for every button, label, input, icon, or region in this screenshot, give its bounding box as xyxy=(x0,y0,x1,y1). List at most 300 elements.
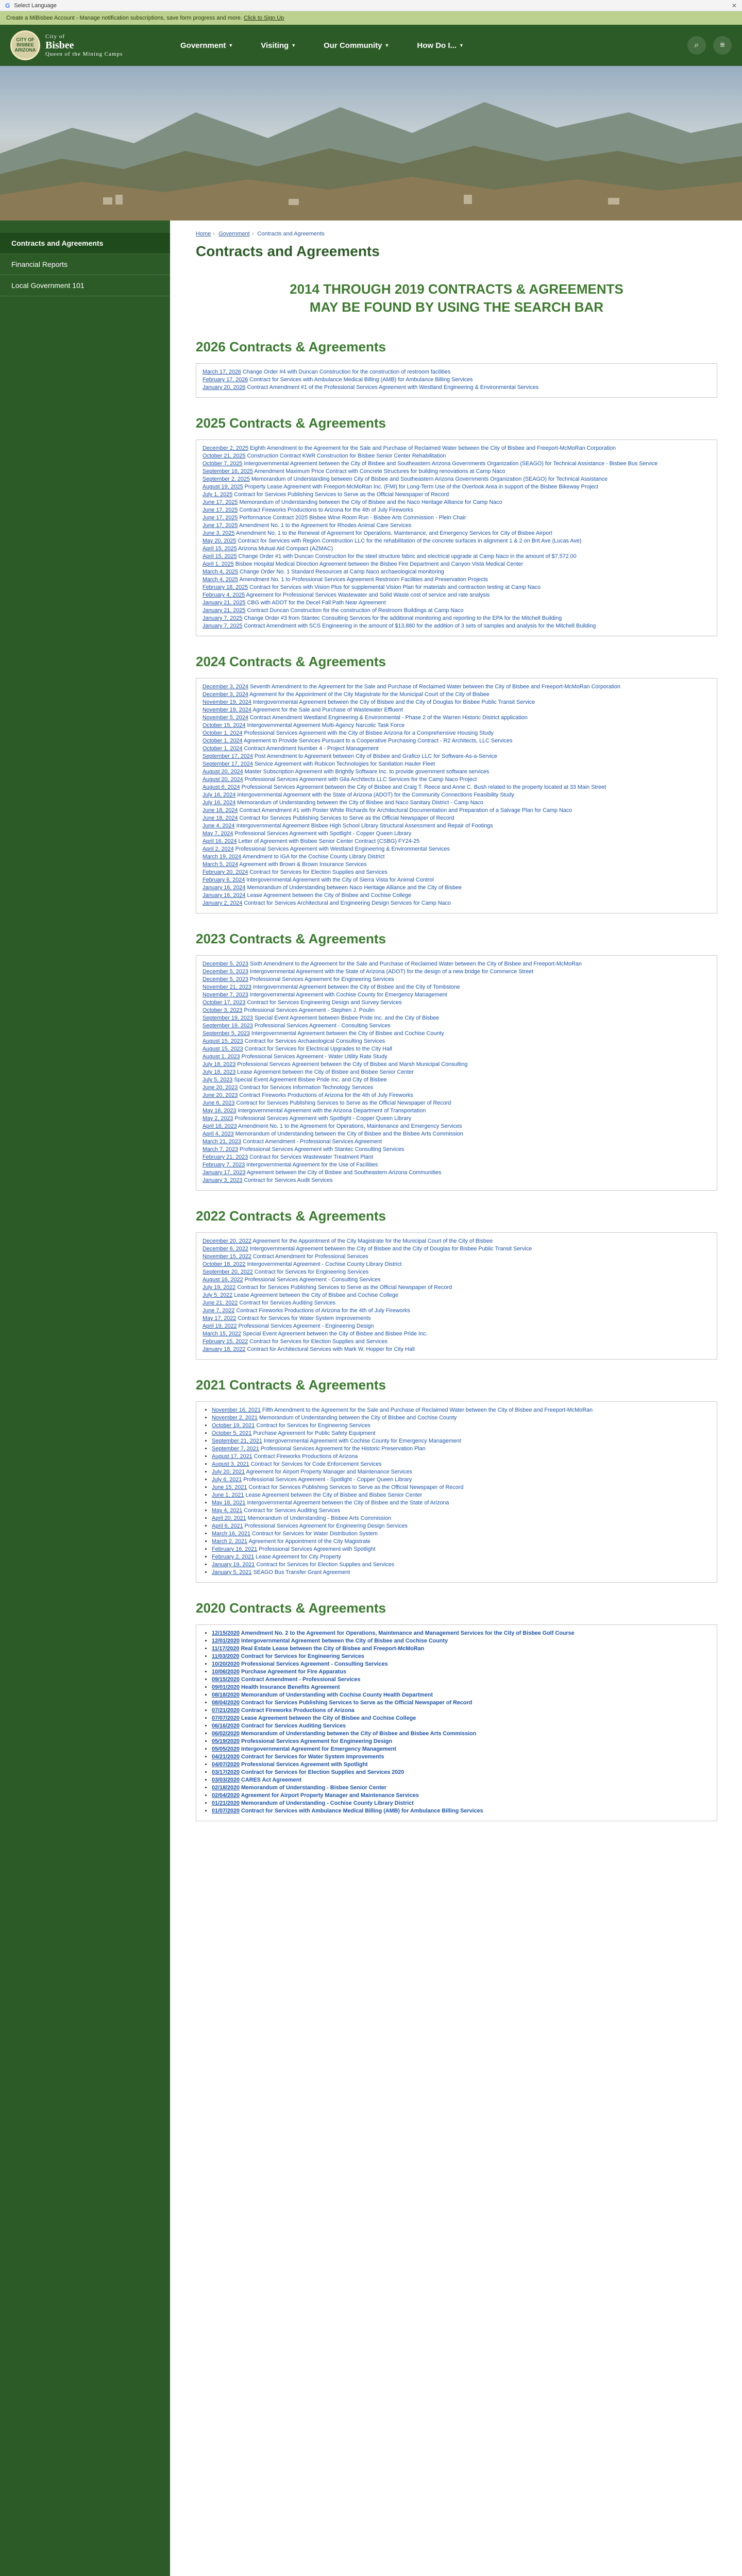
contract-date-link[interactable]: 03/03/2020 xyxy=(212,1777,240,1784)
contract-description: Intergovernmental Agreement between the City of Bisbee and Cochise County xyxy=(251,1030,444,1037)
contract-date-link[interactable]: February 4, 2025 xyxy=(203,592,245,599)
list-item xyxy=(212,1707,711,1715)
contract-date-link[interactable]: June 20, 2023 xyxy=(203,1092,238,1099)
contract-date-link[interactable]: January 16, 2024 xyxy=(203,892,246,899)
contract-date-link[interactable]: April 4, 2023 xyxy=(203,1131,234,1138)
sidebar-item-financial-reports[interactable]: Financial Reports xyxy=(0,254,170,275)
contract-date-link[interactable]: May 4, 2021 xyxy=(212,1507,243,1514)
contract-date-link[interactable]: September 5, 2023 xyxy=(203,1030,250,1037)
contract-description: Contract for Services Audit Services xyxy=(244,1177,333,1184)
list-item xyxy=(212,1531,711,1538)
contract-date-link[interactable]: March 7, 2023 xyxy=(203,1146,239,1153)
contract-date-link[interactable]: July 20, 2021 xyxy=(212,1469,245,1476)
list-item xyxy=(212,1638,711,1645)
contract-date-link[interactable]: July 5, 2022 xyxy=(203,1292,233,1299)
contract-description: Purchase Agreement for Fire Apparatus xyxy=(241,1669,346,1675)
contract-date-link[interactable]: October 1, 2024 xyxy=(203,738,243,744)
contract-date-link[interactable]: June 17, 2025 xyxy=(203,522,238,529)
contract-description: Agreement for the Appointment of the City Magistrate for the Municipal Court of the City of Bisbee xyxy=(249,691,490,698)
alert-signup-link[interactable]: Click to Sign Up xyxy=(244,15,284,21)
contract-date-link[interactable]: March 21, 2023 xyxy=(203,1139,242,1145)
contract-description: Professional Services Agreement with Spotlight - Copper Queen Library xyxy=(234,831,412,837)
list-item xyxy=(203,615,711,622)
contract-date-link[interactable]: October 3, 2023 xyxy=(203,1007,243,1014)
contract-date-link[interactable]: June 20, 2023 xyxy=(203,1084,238,1091)
contract-date-link[interactable]: November 7, 2023 xyxy=(203,992,248,998)
year-heading: 2021 Contracts & Agreements xyxy=(196,1377,386,1393)
contract-date-link[interactable]: April 15, 2025 xyxy=(203,553,237,560)
contract-description: Amendment to IGA for the Cochise County Library District xyxy=(242,854,385,860)
contract-description: Professional Services Agreement with Spotlight - Copper Queen Library xyxy=(234,1115,412,1122)
contract-date-link[interactable]: February 6, 2024 xyxy=(203,877,245,884)
contract-date-link[interactable]: November 19, 2024 xyxy=(203,707,251,714)
contract-description: Intergovernmental Agreement with the City of Sierra Vista for Animal Control xyxy=(246,877,434,884)
contract-description: Lease Agreement between the City of Bisbee and Cochise College xyxy=(234,1292,398,1299)
contract-description: Contract for Services Architectural and Engineering Design Services for Camp Naco xyxy=(244,900,451,907)
translate-select[interactable]: Select Language xyxy=(14,2,57,9)
list-item xyxy=(203,846,711,853)
menu-icon[interactable]: ≡ xyxy=(713,36,732,55)
list-item xyxy=(212,1422,711,1430)
contract-date-link[interactable]: November 16, 2021 xyxy=(212,1407,261,1414)
contract-date-link[interactable]: August 16, 2022 xyxy=(203,1277,243,1283)
list-item xyxy=(203,1300,711,1307)
contract-description: Contract for Services for Engineering Services xyxy=(256,1422,370,1429)
search-icon[interactable]: ⌕ xyxy=(687,36,706,55)
contract-date-link[interactable]: June 18, 2024 xyxy=(203,815,238,822)
contract-date-link[interactable]: March 5, 2024 xyxy=(203,861,239,868)
contract-date-link[interactable]: September 7, 2021 xyxy=(212,1446,259,1452)
contract-description: Amendment Maximum Price Contract with Concrete Structures for building renovations at Camp Naco xyxy=(254,468,505,475)
breadcrumb-home[interactable]: Home xyxy=(196,231,211,237)
contract-date-link[interactable]: October 21, 2025 xyxy=(203,453,246,460)
contract-date-link[interactable]: January 20, 2026 xyxy=(203,384,246,391)
contract-description: Intergovernmental Agreement for Emergency Management xyxy=(241,1746,396,1753)
contract-date-link[interactable]: July 18, 2023 xyxy=(203,1069,236,1076)
contract-description: Post Amendment to Agreement between City of Bisbee and Grafico LLC for Software-As-a-Service xyxy=(254,753,497,760)
contract-date-link[interactable]: August 15, 2023 xyxy=(203,1038,243,1045)
contract-description: Change Order #4 with Duncan Construction for the construction of restroom facilities xyxy=(243,369,451,376)
list-item xyxy=(203,499,711,506)
list-item xyxy=(203,453,711,460)
contract-description: Sixth Amendment to the Agreement for the Sale and Purchase of Reclaimed Water between the City of Bisbee and Freeport-McMoRan xyxy=(249,961,582,968)
list-item xyxy=(212,1669,711,1676)
contract-date-link[interactable]: April 1, 2025 xyxy=(203,561,234,568)
contract-date-link[interactable]: September 20, 2022 xyxy=(203,1269,253,1276)
contract-date-link[interactable]: 09/15/2020 xyxy=(212,1676,240,1683)
list-item xyxy=(212,1754,711,1761)
contract-date-link[interactable]: 10/20/2020 xyxy=(212,1661,240,1668)
contract-date-link[interactable]: July 1, 2025 xyxy=(203,492,233,498)
contract-description: Contract for Services Publishing Services to Serve as the Official Newspaper of Record xyxy=(236,1100,451,1107)
list-item xyxy=(203,584,711,591)
contract-list xyxy=(196,678,717,913)
sidebar-item-local-government[interactable]: Local Government 101 xyxy=(0,275,170,296)
list-item xyxy=(203,369,711,376)
site-logo[interactable] xyxy=(10,30,144,60)
list-item xyxy=(203,1139,711,1146)
list-item xyxy=(203,1323,711,1330)
contract-date-link[interactable]: December 2, 2025 xyxy=(203,445,248,452)
contract-date-link[interactable]: February 20, 2024 xyxy=(203,869,248,876)
contract-date-link[interactable]: 11/03/2020 xyxy=(212,1653,240,1660)
list-item xyxy=(203,623,711,630)
list-item xyxy=(212,1554,711,1561)
contract-date-link[interactable]: January 5, 2021 xyxy=(212,1569,252,1576)
list-item xyxy=(203,577,711,584)
contract-date-link[interactable]: August 6, 2024 xyxy=(203,784,240,791)
contract-date-link[interactable]: October 1, 2024 xyxy=(203,745,243,752)
list-item xyxy=(203,961,711,968)
contract-date-link[interactable]: March 2, 2021 xyxy=(212,1538,248,1545)
contract-date-link[interactable]: April 2, 2024 xyxy=(203,846,234,853)
list-item xyxy=(203,854,711,861)
contract-description: Contract Amendment - Professional Services Agreement xyxy=(243,1139,382,1145)
list-item xyxy=(212,1731,711,1738)
list-item xyxy=(203,530,711,537)
contract-description: Contract Fireworks Productions of Arizona xyxy=(254,1453,358,1460)
contract-date-link[interactable]: February 18, 2025 xyxy=(203,584,248,591)
list-item xyxy=(203,1346,711,1353)
contract-date-link[interactable]: February 7, 2023 xyxy=(203,1162,245,1168)
contract-date-link[interactable]: July 19, 2022 xyxy=(203,1284,236,1291)
contract-date-link[interactable]: August 1, 2023 xyxy=(203,1054,240,1060)
contract-date-link[interactable]: October 15, 2024 xyxy=(203,722,246,729)
contract-list xyxy=(196,1401,717,1583)
contract-date-link[interactable]: May 16, 2023 xyxy=(203,1108,237,1114)
breadcrumb-government[interactable]: Government xyxy=(218,231,250,237)
chevron-down-icon: ▼ xyxy=(459,43,464,48)
list-item xyxy=(203,1261,711,1268)
contract-date-link[interactable]: 08/18/2020 xyxy=(212,1692,240,1699)
contract-date-link[interactable]: June 17, 2025 xyxy=(203,515,238,521)
list-item xyxy=(212,1484,711,1492)
contract-date-link[interactable]: 05/05/2020 xyxy=(212,1746,240,1753)
contract-date-link[interactable]: April 20, 2021 xyxy=(212,1515,246,1522)
contract-description: Intergovernmental Agreement between the City of Bisbee and Southeastern Arizona Governments Organization (SEAGO) for Technical Assistance - Bisbee Bus Service xyxy=(244,461,658,467)
contract-date-link[interactable]: April 16, 2024 xyxy=(203,838,237,845)
contract-date-link[interactable]: 04/07/2020 xyxy=(212,1761,240,1768)
list-item xyxy=(212,1469,711,1476)
list-item xyxy=(212,1661,711,1668)
list-item xyxy=(203,561,711,568)
contract-date-link[interactable]: September 19, 2023 xyxy=(203,1015,253,1022)
contract-date-link[interactable]: August 17, 2021 xyxy=(212,1453,252,1460)
list-item xyxy=(203,823,711,830)
contract-description: Intergovernmental Agreement between the City of Bisbee and the City of Douglas for Bisbee Public Transit Service xyxy=(249,1246,532,1252)
contract-date-link[interactable]: June 17, 2025 xyxy=(203,507,238,514)
list-item xyxy=(203,807,711,815)
contract-date-link[interactable]: June 6, 2023 xyxy=(203,1100,235,1107)
contract-date-link[interactable]: 10/06/2020 xyxy=(212,1669,240,1675)
main-content xyxy=(170,221,742,2576)
contract-date-link[interactable]: May 17, 2022 xyxy=(203,1315,237,1322)
contract-description: Agreement for the Sale and Purchase of Wastewater Effluent xyxy=(252,707,403,714)
contract-list xyxy=(196,955,717,1191)
contract-description: Lease Agreement between the City of Bisbee and Cochise College xyxy=(247,892,412,899)
contract-date-link[interactable]: January 21, 2025 xyxy=(203,607,246,614)
contract-date-link[interactable]: October 7, 2025 xyxy=(203,461,243,467)
contract-description: Bisbee Hospital Medical Direction Agreement between the Bisbee Fire Department and Canyon Vista Medical Center xyxy=(235,561,524,568)
contract-date-link[interactable]: January 7, 2025 xyxy=(203,615,243,622)
nav-government[interactable]: Government ▼ xyxy=(180,41,233,50)
contract-date-link[interactable]: October 19, 2021 xyxy=(212,1422,255,1429)
contract-date-link[interactable]: August 20, 2024 xyxy=(203,776,243,783)
main-nav xyxy=(180,41,464,50)
list-item xyxy=(203,1061,711,1069)
list-item xyxy=(203,745,711,753)
contract-description: Change Order #1 with Duncan Construction for the steel structure fabric and electrical upgrade at Camp Naco in the amount of $7,572.00 xyxy=(238,553,577,560)
contract-description: Professional Services Agreement - Engineering Design xyxy=(238,1323,374,1330)
nav-how-do-i[interactable]: How Do I... ▼ xyxy=(417,41,464,50)
contract-date-link[interactable]: December 5, 2023 xyxy=(203,976,248,983)
contract-date-link[interactable]: August 19, 2025 xyxy=(203,484,243,490)
contract-description: Professional Services Agreement for Engineering Design Services xyxy=(244,1523,408,1530)
contract-date-link[interactable]: April 15, 2025 xyxy=(203,546,237,552)
contract-description: Agreement for Airport Property Manager and Maintenance Services xyxy=(246,1469,412,1476)
contract-date-link[interactable]: June 18, 2024 xyxy=(203,807,238,814)
contract-date-link[interactable]: July 6, 2021 xyxy=(212,1477,242,1483)
contract-description: Contract for Architectural Services with Mark W. Hopper for City Hall xyxy=(247,1346,415,1353)
contract-list xyxy=(196,439,717,636)
list-item xyxy=(203,553,711,561)
contract-date-link[interactable]: 08/04/2020 xyxy=(212,1700,240,1706)
contract-date-link[interactable]: 04/21/2020 xyxy=(212,1754,240,1760)
sidebar-item-contracts[interactable]: Contracts and Agreements xyxy=(0,233,170,254)
list-item xyxy=(203,468,711,476)
close-icon[interactable]: ✕ xyxy=(731,2,737,9)
list-item xyxy=(203,1100,711,1107)
contract-date-link[interactable]: March 19, 2024 xyxy=(203,854,242,860)
contract-date-link[interactable]: 01/21/2020 xyxy=(212,1800,240,1807)
contract-date-link[interactable]: February 17, 2026 xyxy=(203,377,248,383)
contract-date-link[interactable]: November 2, 2021 xyxy=(212,1415,258,1421)
contract-date-link[interactable]: January 3, 2023 xyxy=(203,1177,243,1184)
contract-date-link[interactable]: April 18, 2023 xyxy=(203,1123,237,1130)
contract-description: Contract for Services Publishing Services to Serve as the Official Newspaper of Record xyxy=(239,815,454,822)
contract-date-link[interactable]: March 15, 2022 xyxy=(203,1331,242,1337)
contract-description: Special Event Agreement Bisbee Pride Inc. and City of Bisbee xyxy=(234,1077,387,1083)
list-item xyxy=(203,484,711,491)
contract-date-link[interactable]: December 6, 2022 xyxy=(203,1246,248,1252)
contract-date-link[interactable]: February 16, 2021 xyxy=(212,1546,258,1553)
contract-date-link[interactable]: 11/17/2020 xyxy=(212,1646,240,1652)
contract-date-link[interactable]: May 2, 2023 xyxy=(203,1115,233,1122)
list-item xyxy=(203,1115,711,1123)
list-item xyxy=(212,1785,711,1792)
list-item xyxy=(212,1569,711,1577)
contract-date-link[interactable]: 12/01/2020 xyxy=(212,1638,240,1645)
contract-description: Contract for Services for Election Supplies and Services xyxy=(249,1338,387,1345)
contract-date-link[interactable]: March 17, 2026 xyxy=(203,369,242,376)
contract-description: Contract for Services Auditing Services xyxy=(241,1723,346,1730)
contract-description: Contract for Services Information Technology Services xyxy=(239,1084,374,1091)
contract-description: Lease Agreement between the City of Bisbee and Bisbee Senior Center xyxy=(237,1069,414,1076)
contract-date-link[interactable]: May 7, 2024 xyxy=(203,831,233,837)
contract-date-link[interactable]: July 18, 2023 xyxy=(203,1061,236,1068)
contract-description: Contract Fireworks Productions of Arizona for the 4th of July Fireworks xyxy=(239,1092,413,1099)
contract-date-link[interactable]: April 19, 2022 xyxy=(203,1323,237,1330)
list-item xyxy=(203,792,711,799)
contract-date-link[interactable]: February 15, 2022 xyxy=(203,1338,248,1345)
contract-date-link[interactable]: June 3, 2025 xyxy=(203,530,235,537)
contract-date-link[interactable]: September 16, 2025 xyxy=(203,468,253,475)
contract-date-link[interactable]: 07/21/2020 xyxy=(212,1707,240,1714)
contract-date-link[interactable]: January 7, 2025 xyxy=(203,623,243,630)
contract-date-link[interactable]: December 5, 2023 xyxy=(203,969,248,975)
contract-description: Contract for Services Publishing Services to Serve as the Official Newspaper of Record xyxy=(241,1700,473,1706)
list-item xyxy=(203,515,711,522)
contract-date-link[interactable]: December 3, 2024 xyxy=(203,691,248,698)
contract-description: Service Agreement with Rubicon Technologies for Sanitation Hauler Fleet xyxy=(254,761,435,768)
contract-description: Professional Services Agreement - Consulting Services xyxy=(254,1023,391,1029)
list-item xyxy=(212,1446,711,1453)
contract-date-link[interactable]: November 19, 2024 xyxy=(203,699,251,706)
contract-description: Contract Amendment for Professional Services xyxy=(252,1253,368,1260)
contract-date-link[interactable]: January 19, 2021 xyxy=(212,1562,255,1568)
list-item xyxy=(212,1523,711,1530)
contract-description: Health Insurance Benefits Agreement xyxy=(241,1684,340,1691)
contract-date-link[interactable]: January 17, 2023 xyxy=(203,1170,246,1176)
contract-description: Contract for Services for Water System Improvements xyxy=(241,1754,384,1760)
contract-description: Contract for Services for Engineering Services xyxy=(241,1653,364,1660)
contract-description: Contract Amendment - Professional Services xyxy=(241,1676,361,1683)
city-name-main: Bisbee xyxy=(45,40,74,51)
contract-date-link[interactable]: 01/07/2020 xyxy=(212,1808,240,1815)
contract-description: Professional Services Agreement with Gila Architects LLC Services for the Camp Naco Project xyxy=(244,776,477,783)
contract-date-link[interactable]: October 5, 2021 xyxy=(212,1430,252,1437)
contract-date-link[interactable]: 03/17/2020 xyxy=(212,1769,240,1776)
list-item xyxy=(203,1069,711,1076)
contract-description: Contract for Services Wastewater Treatment Plant xyxy=(249,1154,373,1161)
nav-our-community[interactable]: Our Community ▼ xyxy=(324,41,390,50)
contract-description: Agreement for Professional Services Wastewater and Solid Waste cost of service and rate analysis xyxy=(246,592,490,599)
contract-date-link[interactable]: December 3, 2024 xyxy=(203,684,248,690)
contract-description: Memorandum of Understanding between Naco Heritage Alliance and the City of Bisbee xyxy=(247,885,462,891)
contract-date-link[interactable]: June 7, 2022 xyxy=(203,1308,235,1314)
contract-date-link[interactable]: November 21, 2023 xyxy=(203,984,251,991)
contract-date-link[interactable]: March 16, 2021 xyxy=(212,1531,251,1537)
list-item xyxy=(203,377,711,384)
contract-description: Contract for Services Auditing Services xyxy=(239,1300,336,1307)
contract-date-link[interactable]: February 2, 2021 xyxy=(212,1554,255,1561)
list-item xyxy=(203,1238,711,1245)
contract-date-link[interactable]: 02/04/2020 xyxy=(212,1792,240,1799)
contract-date-link[interactable]: October 17, 2023 xyxy=(203,999,246,1006)
contract-date-link[interactable]: September 19, 2023 xyxy=(203,1023,253,1029)
contract-date-link[interactable]: December 5, 2023 xyxy=(203,961,248,968)
contract-date-link[interactable]: June 4, 2024 xyxy=(203,823,235,829)
contract-date-link[interactable]: April 6, 2021 xyxy=(212,1523,243,1530)
contract-date-link[interactable]: 12/15/2020 xyxy=(212,1630,240,1637)
contract-date-link[interactable]: December 20, 2022 xyxy=(203,1238,251,1245)
contract-date-link[interactable]: March 4, 2025 xyxy=(203,569,239,575)
contract-date-link[interactable]: 02/18/2020 xyxy=(212,1785,240,1791)
list-item xyxy=(212,1407,711,1414)
contract-date-link[interactable]: July 16, 2024 xyxy=(203,800,236,806)
contract-date-link[interactable]: November 15, 2022 xyxy=(203,1253,251,1260)
contract-date-link[interactable]: August 20, 2024 xyxy=(203,769,243,775)
contract-date-link[interactable]: 06/02/2020 xyxy=(212,1731,240,1737)
contract-date-link[interactable]: 09/01/2020 xyxy=(212,1684,240,1691)
list-item xyxy=(203,892,711,900)
list-item xyxy=(203,976,711,984)
contract-date-link[interactable]: January 16, 2024 xyxy=(203,885,246,891)
contract-description: Memorandum of Understanding - Cochise County Library District xyxy=(241,1800,414,1807)
contract-date-link[interactable]: August 3, 2021 xyxy=(212,1461,249,1468)
contract-date-link[interactable]: August 15, 2023 xyxy=(203,1046,243,1053)
contract-description: Intergovernmental Agreement between the City of Bisbee and the State of Arizona xyxy=(247,1500,449,1506)
contract-date-link[interactable]: September 17, 2024 xyxy=(203,753,253,760)
contract-date-link[interactable]: November 5, 2024 xyxy=(203,715,248,721)
contract-description: Contract for Services with Vision Plus for supplemental Vision Plan for materials and contraction testing at Camp Naco xyxy=(249,584,541,591)
contract-description: Contract for Services for Code Enforcement Services xyxy=(250,1461,382,1468)
list-item xyxy=(203,691,711,699)
city-name xyxy=(45,33,123,57)
contract-date-link[interactable]: January 18, 2022 xyxy=(203,1346,246,1353)
list-item xyxy=(212,1630,711,1637)
list-item xyxy=(212,1646,711,1653)
contract-date-link[interactable]: January 21, 2025 xyxy=(203,600,246,606)
contract-description: Memorandum of Understanding - Bisbee Arts Commission xyxy=(247,1515,392,1522)
contract-description: Change Order No. 1 Standard Resources at Camp Naco archaeological monitoring xyxy=(240,569,444,575)
contract-description: Letter of Agreement with Bisbee Senior Center Contract (CSBG) FY24-25 xyxy=(238,838,420,845)
contract-description: Performance Contract 2025 Bisbee Wine Room Run - Bisbee Arts Commission - Plein Chair xyxy=(239,515,466,521)
contract-date-link[interactable]: September 21, 2021 xyxy=(212,1438,262,1445)
list-item xyxy=(203,1023,711,1030)
contract-description: Professional Services Agreement with Westland Engineering & Environmental Services xyxy=(235,846,450,853)
contract-description: Contract for Services with Ambulance Medical Billing (AMB) for Ambulance Billing Services xyxy=(249,377,473,383)
contract-date-link[interactable]: May 20, 2025 xyxy=(203,538,237,545)
contract-date-link[interactable]: June 1, 2021 xyxy=(212,1492,244,1499)
contract-date-link[interactable]: May 18, 2021 xyxy=(212,1500,246,1506)
list-item xyxy=(203,569,711,576)
contract-description: Memorandum of Understanding between City of Bisbee and Southeastern Arizona Governments Organization (SEAGO) for Technical Assistance xyxy=(251,476,608,483)
contract-date-link[interactable]: 06/16/2020 xyxy=(212,1723,240,1730)
contract-date-link[interactable]: June 21, 2022 xyxy=(203,1300,238,1307)
header-tools xyxy=(687,36,732,55)
contract-date-link[interactable]: June 17, 2025 xyxy=(203,499,238,506)
list-item xyxy=(203,600,711,607)
contract-date-link[interactable]: 07/07/2020 xyxy=(212,1715,240,1722)
chevron-down-icon: ▼ xyxy=(228,43,233,48)
contract-date-link[interactable]: March 4, 2025 xyxy=(203,577,239,583)
contract-date-link[interactable]: October 18, 2022 xyxy=(203,1261,246,1268)
list-item xyxy=(203,1077,711,1084)
contract-description: Amendment No. 1 to the Agreement for Rhodes Animal Care Services xyxy=(239,522,412,529)
contract-date-link[interactable]: February 21, 2023 xyxy=(203,1154,248,1161)
list-item xyxy=(203,1253,711,1261)
contract-date-link[interactable]: September 17, 2024 xyxy=(203,761,253,768)
nav-visiting[interactable]: Visiting ▼ xyxy=(261,41,296,50)
list-item xyxy=(203,776,711,784)
list-item xyxy=(212,1676,711,1684)
contract-date-link[interactable]: October 1, 2024 xyxy=(203,730,243,737)
contract-date-link[interactable]: June 15, 2021 xyxy=(212,1484,247,1491)
contract-description: Memorandum of Understanding between the City of Bisbee and Naco Sanitary District - Camp Naco xyxy=(237,800,483,806)
contract-description: Amendment No. 1 to the Renewal of Agreement for Operations, Maintenance, and Emergency Services for City of Bisbee Airport xyxy=(235,530,552,537)
year-heading: 2024 Contracts & Agreements xyxy=(196,654,386,670)
list-item xyxy=(203,992,711,999)
contract-date-link[interactable]: July 16, 2024 xyxy=(203,792,236,799)
contract-date-link[interactable]: September 2, 2025 xyxy=(203,476,250,483)
contract-date-link[interactable]: January 2, 2024 xyxy=(203,900,243,907)
contract-description: Agreement for Appointment of the City Magistrate xyxy=(248,1538,370,1545)
contract-date-link[interactable]: July 5, 2023 xyxy=(203,1077,233,1083)
contract-description: Contract Fireworks Productions to Arizona for the 4th of July Fireworks xyxy=(239,507,413,514)
contract-date-link[interactable]: 05/19/2020 xyxy=(212,1738,240,1745)
sidebar xyxy=(0,221,170,2576)
